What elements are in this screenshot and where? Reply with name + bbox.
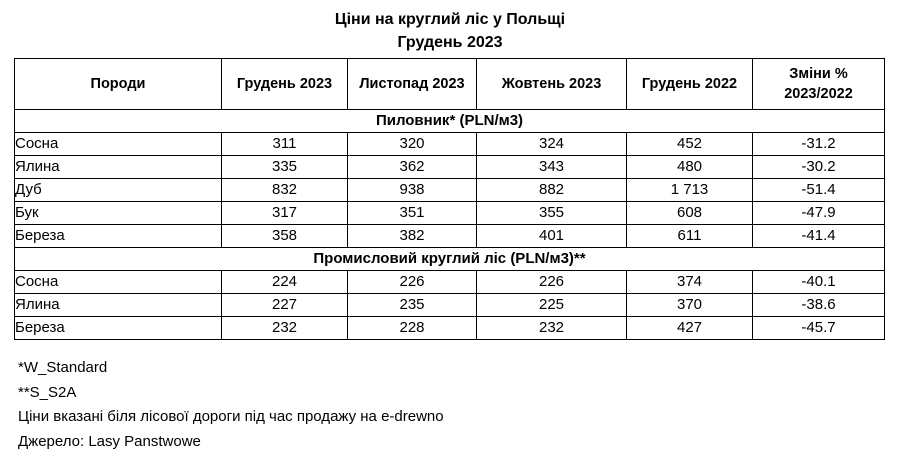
species-cell: Бук bbox=[15, 202, 222, 225]
table-row bbox=[15, 179, 885, 202]
table-row bbox=[15, 133, 885, 156]
value-cell: -47.9 bbox=[753, 202, 885, 225]
value-cell: 232 bbox=[222, 317, 348, 340]
value-cell: 226 bbox=[348, 271, 477, 294]
value-cell: 452 bbox=[627, 133, 753, 156]
table-row bbox=[15, 271, 885, 294]
species-cell: Дуб bbox=[15, 179, 222, 202]
value-cell: 320 bbox=[348, 133, 477, 156]
value-cell: -40.1 bbox=[753, 271, 885, 294]
species-cell: Сосна bbox=[15, 133, 222, 156]
table-row bbox=[15, 156, 885, 179]
col-header-dec-2022: Грудень 2022 bbox=[627, 59, 753, 110]
table-row bbox=[15, 317, 885, 340]
footnote-source: Джерело: Lasy Panstwowe bbox=[18, 432, 201, 450]
value-cell: 335 bbox=[222, 156, 348, 179]
value-cell: 228 bbox=[348, 317, 477, 340]
value-cell: -38.6 bbox=[753, 294, 885, 317]
value-cell: 343 bbox=[477, 156, 627, 179]
col-header-change bbox=[753, 59, 885, 110]
species-cell: Береза bbox=[15, 225, 222, 248]
col-header-change-line2: 2023/2022 bbox=[784, 86, 853, 102]
value-cell: 401 bbox=[477, 225, 627, 248]
value-cell: 225 bbox=[477, 294, 627, 317]
value-cell: -30.2 bbox=[753, 156, 885, 179]
value-cell: 358 bbox=[222, 225, 348, 248]
section-title: Пиловник* (PLN/м3) bbox=[15, 110, 885, 133]
col-header-change-line1: Зміни % bbox=[789, 66, 848, 82]
table-subtitle: Грудень 2023 bbox=[397, 34, 503, 51]
value-cell: 351 bbox=[348, 202, 477, 225]
value-cell: 427 bbox=[627, 317, 753, 340]
value-cell: 226 bbox=[477, 271, 627, 294]
value-cell: 311 bbox=[222, 133, 348, 156]
table-header-row bbox=[15, 59, 885, 110]
footnote-price-info: Ціни вказані біля лісової дороги під час продажу на e-drewno bbox=[18, 408, 444, 425]
section-header-row bbox=[15, 248, 885, 271]
value-cell: 324 bbox=[477, 133, 627, 156]
table-title: Ціни на круглий ліс у Польщі bbox=[334, 11, 566, 28]
value-cell: 317 bbox=[222, 202, 348, 225]
value-cell: -45.7 bbox=[753, 317, 885, 340]
value-cell: 227 bbox=[222, 294, 348, 317]
value-cell: 882 bbox=[477, 179, 627, 202]
col-header-oct-2023: Жовтень 2023 bbox=[477, 59, 627, 110]
value-cell: 232 bbox=[477, 317, 627, 340]
value-cell: 608 bbox=[627, 202, 753, 225]
value-cell: 235 bbox=[348, 294, 477, 317]
footnote-1: *W_Standard bbox=[18, 359, 108, 376]
value-cell: 832 bbox=[222, 179, 348, 202]
table-row bbox=[15, 225, 885, 248]
value-cell: 1 713 bbox=[627, 179, 753, 202]
col-header-dec-2023: Грудень 2023 bbox=[222, 59, 348, 110]
value-cell: 382 bbox=[348, 225, 477, 248]
value-cell: 938 bbox=[348, 179, 477, 202]
value-cell: 355 bbox=[477, 202, 627, 225]
value-cell: 370 bbox=[627, 294, 753, 317]
value-cell: 224 bbox=[222, 271, 348, 294]
footnote-2: **S_S2A bbox=[18, 383, 77, 401]
value-cell: 374 bbox=[627, 271, 753, 294]
section-title: Промисловий круглий ліс (PLN/м3)** bbox=[15, 248, 885, 271]
footnotes bbox=[18, 356, 444, 454]
col-header-nov-2023: Листопад 2023 bbox=[348, 59, 477, 110]
col-header-species: Породи bbox=[15, 59, 222, 110]
species-cell: Ялина bbox=[15, 156, 222, 179]
species-cell: Береза bbox=[15, 317, 222, 340]
value-cell: -51.4 bbox=[753, 179, 885, 202]
prices-table bbox=[14, 58, 885, 340]
species-cell: Сосна bbox=[15, 271, 222, 294]
value-cell: 480 bbox=[627, 156, 753, 179]
value-cell: -41.4 bbox=[753, 225, 885, 248]
table-row bbox=[15, 294, 885, 317]
species-cell: Ялина bbox=[15, 294, 222, 317]
section-header-row bbox=[15, 110, 885, 133]
value-cell: 362 bbox=[348, 156, 477, 179]
value-cell: -31.2 bbox=[753, 133, 885, 156]
value-cell: 611 bbox=[627, 225, 753, 248]
table-row bbox=[15, 202, 885, 225]
